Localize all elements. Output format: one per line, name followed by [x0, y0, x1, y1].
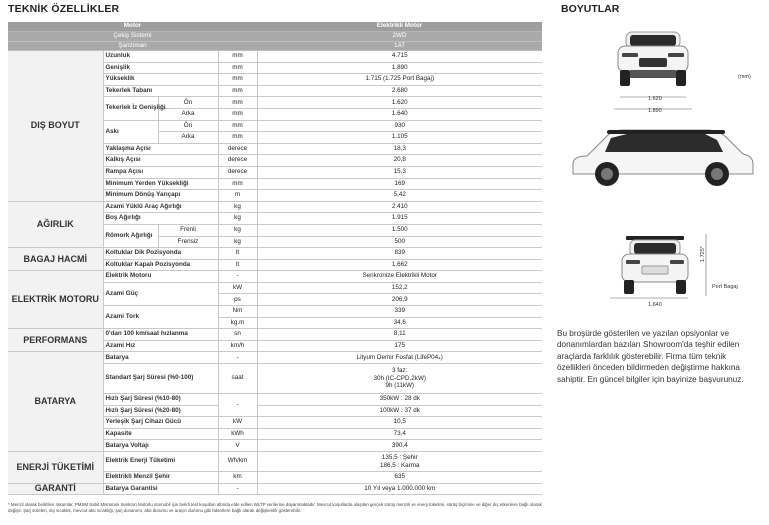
row-unit: - [218, 394, 257, 417]
table-row [8, 452, 542, 472]
row-unit: kg [218, 213, 257, 225]
row-value: 1.620 [257, 97, 542, 109]
charge-line-2: 30h (IC-CPD,2kW) [373, 374, 426, 382]
height-dimension: 1.725* [700, 246, 706, 262]
section-bagaj: BAGAJ HACMİ [8, 248, 103, 271]
row-value: 100kW : 37 dk [257, 405, 542, 417]
row-label: Minimum Dönüş Yarıçapı [103, 190, 218, 202]
note-line: Bu broşürde gösterilen ve yazılan opsiyonlar ve [557, 329, 730, 338]
row-label: Batarya Garantisi [103, 483, 218, 495]
rear-track-width: 1.640 [648, 302, 662, 308]
row-value: 34,6 [257, 317, 542, 329]
row-value: 2.680 [257, 85, 542, 97]
row-unit: V [218, 440, 257, 452]
row-label: Uzunluk [103, 51, 218, 63]
car-side-view [567, 124, 757, 190]
row-sublabel: Frenli [158, 224, 218, 236]
port-bagaj-label: Port Bagaj [712, 284, 738, 290]
row-unit: kW [218, 282, 257, 294]
row-value: 635 [257, 472, 542, 484]
row-sublabel: Ön [158, 120, 218, 132]
row-unit: - [218, 352, 257, 364]
row-value: 10,5 [257, 417, 542, 429]
row-label: Hızlı Şarj Süresi (%20-80) [103, 405, 218, 417]
footnote: * Menzil olarak belirtilen rakamlar, PMSM Sabit Mıknatıslı Senkron Motorlu otomobil için belirli test koşulları altında elde edilen WLTP verilerine dayanmaktadır. Mevcut koşullarda ulaşılan gerçek sürüş menzili ve enerji tüketimi, sürüş biçimine ve diğer dış etkenlere bağlı olarak değişir. Şarj süreleri, dış sıcaklık, mevcut akü sıcaklığı, şarj donanımı, akü durumu ve araçın durumu gibi faktörlere bağlı olarak değişkenlik gösterebilir. [8, 502, 542, 513]
row-unit: kg [218, 201, 257, 213]
row-value: 20,8 [257, 155, 542, 167]
row-value: 1.890 [257, 62, 542, 74]
row-unit: kW [218, 417, 257, 429]
row-value: 10 Yıl veya 1.000.000 km [257, 483, 542, 495]
page-title: TEKNİK ÖZELLİKLER [8, 3, 120, 15]
row-label: Boş Ağırlığı [103, 213, 218, 225]
row-value [257, 364, 542, 394]
row-unit: mm [218, 62, 257, 74]
car-front-view [612, 26, 694, 96]
row-label: Standart Şarj Süresi (%0-100) [103, 364, 218, 394]
row-unit: km/h [218, 340, 257, 352]
row-unit: kWh [218, 428, 257, 440]
row-unit: lt [218, 259, 257, 271]
note-line: sahiptir. En güncel bilgiler için bayinize başvurunuz. [557, 374, 744, 384]
front-track-width: 1.620 [648, 96, 662, 102]
row-value: 1.500 [257, 224, 542, 236]
table-row [8, 32, 542, 42]
col-header-motor: Motor [8, 22, 257, 32]
row-value: 390,4 [257, 440, 542, 452]
section-batarya: BATARYA [8, 352, 103, 452]
row-value: 1.105 [257, 132, 542, 144]
row-unit: m [218, 190, 257, 202]
drive-value: 2WD [257, 32, 542, 42]
row-label: Batarya Voltajı [103, 440, 218, 452]
row-unit: Nm [218, 306, 257, 318]
row-unit: saat [218, 364, 257, 394]
row-unit: kg [218, 224, 257, 236]
row-unit: mm [218, 178, 257, 190]
note-line: araçlarda farklılık gösterebilir. Firma tüm teknik [557, 351, 727, 361]
table-row [8, 271, 542, 283]
row-unit: derece [218, 143, 257, 155]
row-unit: - [218, 271, 257, 283]
row-label: Kalkış Açısı [103, 155, 218, 167]
row-label: Elektrik Enerji Tüketimi [103, 452, 218, 472]
row-label: Elektrikli Menzil Şehir [103, 472, 218, 484]
row-unit: Wh/km [218, 452, 257, 472]
row-sublabel: Arka [158, 132, 218, 144]
row-value: 339 [257, 306, 542, 318]
section-elektrik-motoru: ELEKTRİK MOTORU [8, 271, 103, 329]
table-row [8, 329, 542, 341]
row-label: Tekerlek İz Genişliği [103, 97, 158, 120]
trans-label: Şanzıman [8, 41, 257, 51]
row-label: Batarya [103, 352, 218, 364]
row-label: Koltuklar Dik Pozisyonda [103, 248, 218, 260]
row-label: Yükseklik [103, 74, 218, 86]
row-value: 152,2 [257, 282, 542, 294]
row-value: 930 [257, 120, 542, 132]
row-label: Elektrik Motoru [103, 271, 218, 283]
rear-dimension-lines [606, 232, 716, 302]
row-label: Askı [103, 120, 158, 143]
row-unit: mm [218, 74, 257, 86]
row-unit: kg [218, 236, 257, 248]
row-label: Rampa Açısı [103, 166, 218, 178]
row-unit: mm [218, 97, 257, 109]
row-unit: - [218, 483, 257, 495]
note-line: donanımlardan bazıları Showroom'da teşhir edilen [557, 340, 740, 350]
note-line: özellikleri önceden bildirmeden değiştirme hakkına [557, 363, 740, 373]
row-value: 15,3 [257, 166, 542, 178]
row-value: 1.662 [257, 259, 542, 271]
table-header-row [8, 22, 542, 32]
row-label: Tekerlek Tabanı [103, 85, 218, 97]
row-value: 18,3 [257, 143, 542, 155]
row-unit: km [218, 472, 257, 484]
row-unit: ps [218, 294, 257, 306]
row-unit: mm [218, 85, 257, 97]
table-row [8, 41, 542, 51]
row-unit: mm [218, 51, 257, 63]
row-value: 4.715 [257, 51, 542, 63]
row-label: 0'dan 100 km/saat hızlanma [103, 329, 218, 341]
row-value: 350kW : 28 dk [257, 394, 542, 406]
row-label: Azami Hız [103, 340, 218, 352]
table-row [8, 201, 542, 213]
unit-label: (mm) [738, 74, 751, 80]
row-label: Römork Ağırlığı [103, 224, 158, 247]
row-label: Azami Tork [103, 306, 218, 329]
table-row [8, 352, 542, 364]
row-label: Kapasite [103, 428, 218, 440]
row-value: 2.410 [257, 201, 542, 213]
row-label: Azami Güç [103, 282, 218, 305]
table-row [8, 483, 542, 495]
spec-table [8, 22, 542, 495]
row-sublabel: Arka [158, 108, 218, 120]
row-label: Koltuklar Kapalı Pozisyonda [103, 259, 218, 271]
row-sublabel: Ön [158, 97, 218, 109]
consumption-city: 135,5 : Şehir [381, 453, 418, 461]
row-value: 206,9 [257, 294, 542, 306]
row-value [257, 452, 542, 472]
charge-line-3: 9h (11kW) [385, 382, 415, 390]
row-unit: derece [218, 155, 257, 167]
charge-line-1: 3 faz: [392, 366, 408, 374]
row-sublabel: Frensiz [158, 236, 218, 248]
section-performans: PERFORMANS [8, 329, 103, 352]
row-value: 169 [257, 178, 542, 190]
row-unit: kg.m [218, 317, 257, 329]
row-value: 1.640 [257, 108, 542, 120]
row-unit: sn [218, 329, 257, 341]
consumption-mixed: 186,5 : Karma [379, 461, 420, 469]
table-row [8, 248, 542, 260]
row-value: 1.715 (1.725 Port Bagaj) [257, 74, 542, 86]
row-value: 1.915 [257, 213, 542, 225]
row-label: Hızlı Şarj Süresi (%10-80) [103, 394, 218, 406]
row-value: 8,11 [257, 329, 542, 341]
dimensions-title: BOYUTLAR [561, 3, 620, 15]
row-label: Azami Yüklü Araç Ağırlığı [103, 201, 218, 213]
section-dis-boyut: DIŞ BOYUT [8, 51, 103, 202]
trans-value: 1AT [257, 41, 542, 51]
row-value: 500 [257, 236, 542, 248]
section-agirlik: AĞIRLIK [8, 201, 103, 247]
row-unit: mm [218, 132, 257, 144]
row-value: 175 [257, 340, 542, 352]
row-unit: derece [218, 166, 257, 178]
row-label: Yerleşik Şarj Cihazı Gücü [103, 417, 218, 429]
col-header-value: Elektrikli Motor [257, 22, 542, 32]
row-label: Genişlik [103, 62, 218, 74]
row-value: Senkronize Elektrikli Motor [257, 271, 542, 283]
front-overall-width: 1.890 [648, 108, 662, 114]
section-enerji: ENERJİ TÜKETİMİ [8, 452, 103, 484]
row-value: 73,4 [257, 428, 542, 440]
disclaimer-note [557, 328, 762, 385]
row-label: Yaklaşma Açısı [103, 143, 218, 155]
row-unit: mm [218, 120, 257, 132]
section-garanti: GARANTİ [8, 483, 103, 495]
drive-label: Çekiş Sistemi [8, 32, 257, 42]
table-row [8, 51, 542, 63]
row-unit: lt [218, 248, 257, 260]
row-value: Lityum Demir Fosfat (LifeP04₄) [257, 352, 542, 364]
row-value: 839 [257, 248, 542, 260]
row-value: 5,42 [257, 190, 542, 202]
row-unit: mm [218, 108, 257, 120]
row-label: Minimum Yerden Yüksekliği [103, 178, 218, 190]
